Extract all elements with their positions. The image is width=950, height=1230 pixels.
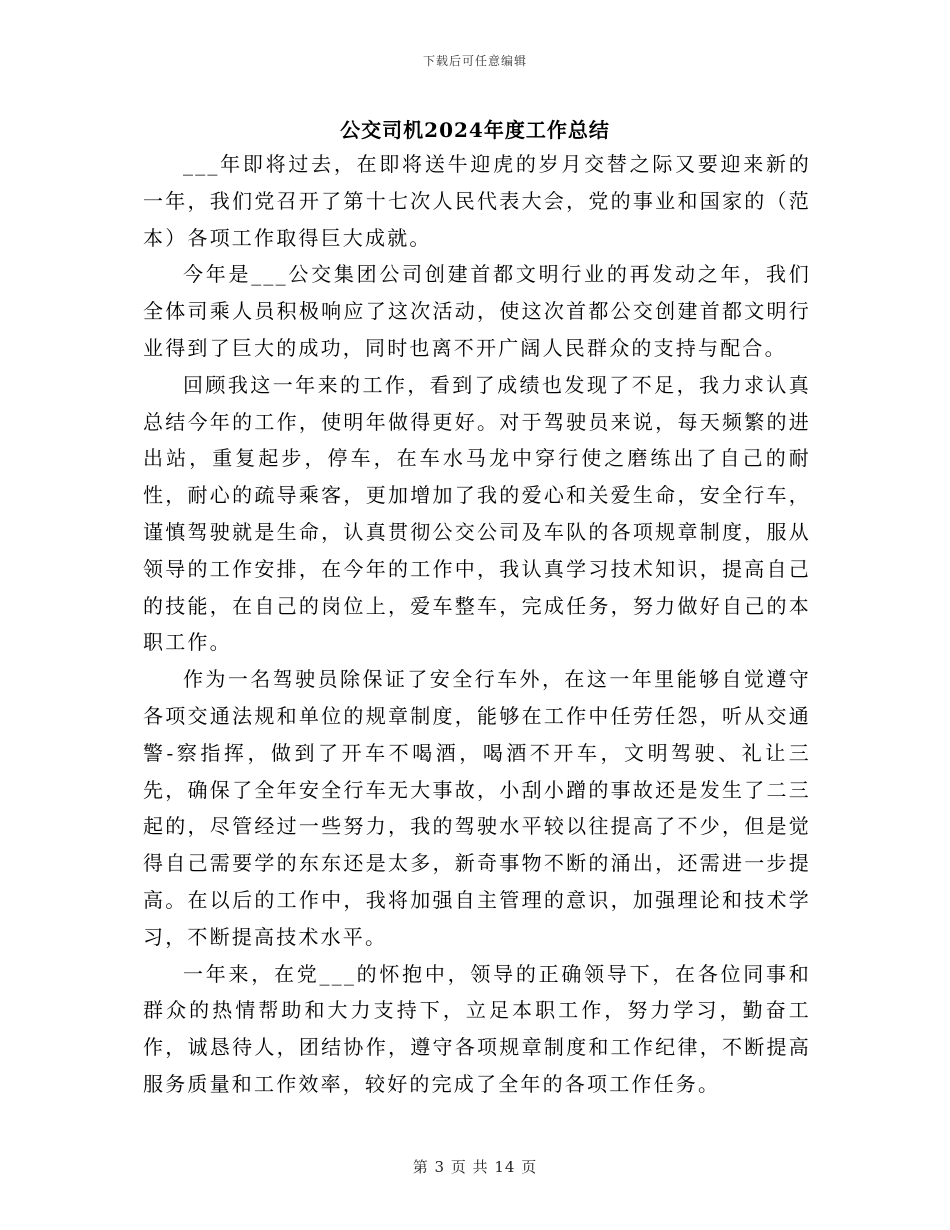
paragraph-5: 一年来，在党___的怀抱中，领导的正确领导下，在各位同事和群众的热情帮助和大力支持下，立足本职工作，努力学习，勤奋工作，诚恳待人，团结协作，遵守各项规章制度和工作纪律，不断提高服务质量和工作效率，较好的完成了全年的各项工作任务。 xyxy=(143,961,811,1096)
page-number: 第 3 页 共 14 页 xyxy=(412,1158,538,1176)
document-body xyxy=(143,146,811,1103)
paragraph-3: 回顾我这一年来的工作，看到了成绩也发现了不足，我力求认真总结今年的工作，使明年做得更好。对于驾驶员来说，每天频繁的进出站，重复起步，停车，在车水马龙中穿行使之磨练出了自己的耐性，耐心的疏导乘客，更加增加了我的爱心和关爱生命，安全行车，谨慎驾驶就是生命，认真贯彻公交公司及车队的各项规章制度，服从领导的工作安排，在今年的工作中，我认真学习技术知识，提高自己的技能，在自己的岗位上，爱车整车，完成任务，努力做好自己的本职工作。 xyxy=(143,372,811,655)
paragraph-1: ___年即将过去，在即将送牛迎虎的岁月交替之际又要迎来新的一年，我们党召开了第十七次人民代表大会，党的事业和国家的（范本）各项工作取得巨大成就。 xyxy=(143,152,811,250)
paragraph-4: 作为一名驾驶员除保证了安全行车外，在这一年里能够自觉遵守各项交通法规和单位的规章制度，能够在工作中任劳任怨，听从交通警-察指挥，做到了开车不喝酒，喝酒不开车，文明驾驶、礼让三先，确保了全年安全行车无大事故，小刮小蹭的事故还是发生了二三起的，尽管经过一些努力，我的驾驶水平较以往提高了不少，但是觉得自己需要学的东东还是太多，新奇事物不断的涌出，还需进一步提高。在以后的工作中，我将加强自主管理的意识，加强理论和技术学习，不断提高技术水平。 xyxy=(143,667,811,949)
header-note: 下载后可任意编辑 xyxy=(422,54,527,68)
document-title: 公交司机2024年度工作总结 xyxy=(340,118,610,142)
paragraph-2: 今年是___公交集团公司创建首都文明行业的再发动之年，我们全体司乘人员积极响应了这次活动，使这次首都公交创建首都文明行业得到了巨大的成功，同时也离不开广阔人民群众的支持与配合。 xyxy=(143,262,811,360)
